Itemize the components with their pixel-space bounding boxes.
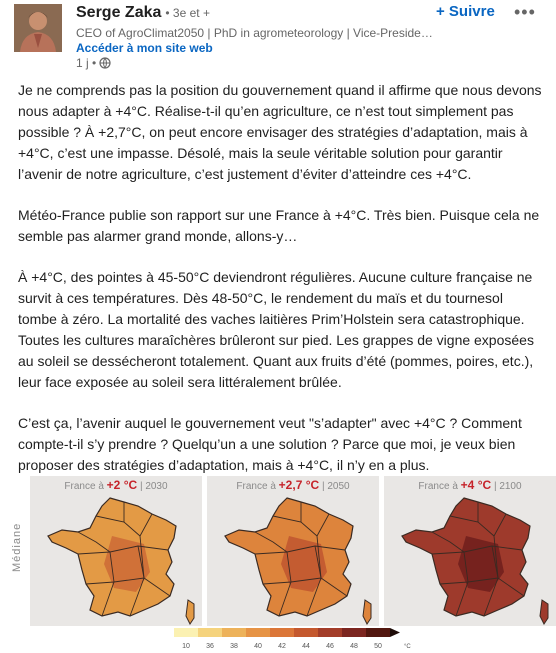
map-panel-2100 [384,476,556,626]
scale-tick-label: 48 [350,643,358,650]
follow-button[interactable]: + Suivre [436,3,495,20]
author-name[interactable]: Serge Zaka • 3e et + [76,4,210,21]
scale-swatch [318,628,342,637]
map-title: France à +2 °C | 2030 [64,478,168,492]
scale-swatch [246,628,270,637]
connection-degree: • 3e et + [165,6,210,20]
scale-swatch [222,628,246,637]
scale-unit: °C [404,644,411,650]
scale-tick-label: 38 [230,643,238,650]
france-map [207,490,379,626]
scale-swatch [270,628,294,637]
map-panel-2030 [30,476,202,626]
scale-tick-label: 42 [278,643,286,650]
post-paragraph: À +4°C, des pointes à 45-50°C deviendront régulières. Aucune culture française ne survit à ces températures. Dès 48-50°C, le rendement du maïs et du tournesol tombe à zéro. La mortalité des vaches laitières Prim’Holstein sera catastrophique. Toutes les cultures maraîchères brûleront sur pied. Les grappes de vigne exposées au soleil se dessécheront totalement. Quant aux fruits d’été (pommes, poires, etc.), leur face exposée au soleil sera littéralement brûlée. [18,269,534,390]
post-paragraph: Météo-France publie son rapport sur une France à +4°C. Très bien. Puisque cela ne semble pas alarmer grand monde, allons-y… [18,207,540,244]
avatar[interactable] [14,4,62,52]
post-header [0,0,556,80]
row-label [2,492,30,602]
website-link[interactable]: Accéder à mon site web [76,41,213,55]
scale-tick-label: 46 [326,643,334,650]
scale-arrow [390,628,400,637]
scale-swatch [342,628,366,637]
more-options-icon[interactable]: ••• [514,2,536,22]
scale-swatch [174,628,198,637]
france-map [30,490,202,626]
post-body [18,80,544,496]
scale-tick-label: 10 [182,643,190,650]
corsica [363,600,371,624]
author-headline: CEO of AgroClimat2050 | PhD in agrometeorology | Vice-Preside… [76,26,433,40]
row-label-text: Médiane [11,522,23,572]
scale-swatch [294,628,318,637]
scale-tick-label: 36 [206,643,214,650]
scale-tick-label: 44 [302,643,310,650]
map-title: France à +4 °C | 2100 [418,478,522,492]
corsica [186,600,194,624]
post-paragraph: C’est ça, l’avenir auquel le gouvernement veut "s’adapter" avec +4°C ? Comment compte-t-il s’y prendre ? Quelqu’un a une solution ? Parce que moi, je veux bien proposer des stratégies d’adaptation, mais à +4°C, il n’y en a plus. [18,415,522,473]
post-time: 1 j • [76,56,111,70]
map-title: France à +2,7 °C | 2050 [236,478,350,492]
temperature-color-scale [168,626,411,653]
scale-tick-label: 40 [254,643,262,650]
scale-swatch [198,628,222,637]
map-panel-2050 [207,476,379,626]
france-map [384,490,556,626]
globe-icon [99,57,111,69]
scale-swatch [366,628,390,637]
scale-tick-label: 50 [374,643,382,650]
post-paragraph: Je ne comprends pas la position du gouvernement quand il affirme que nous devons nous adapter à +4°C. Réalise-t-il qu’en agriculture, ce n’est tout simplement pas possible ? À +2,7°C, on peut encore envisager des stratégies d’adaptation, mais à +4°C, c’est une impasse. Désolé, mais la seule véritable solution pour garantir l’avenir de notre agriculture, c’est justement d’éviter d’atteindre ces +4°C. [18,82,542,182]
corsica [540,600,548,624]
